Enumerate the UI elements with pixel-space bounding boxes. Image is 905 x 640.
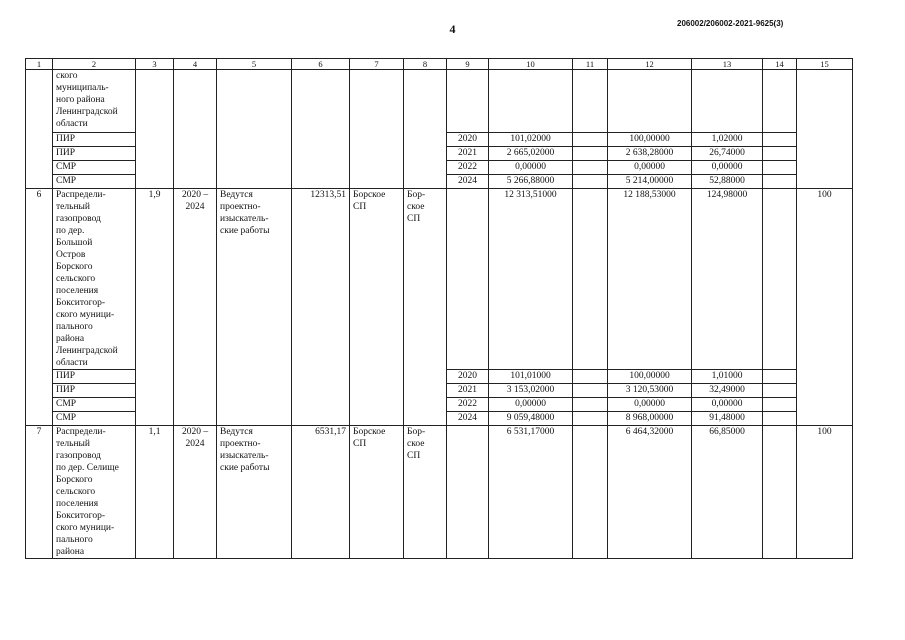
settlement-short: Бор- ское СП <box>404 189 447 426</box>
amount-local: 124,98000 <box>692 189 763 370</box>
col-header: 4 <box>174 59 217 70</box>
amount-regional: 2 638,28000 <box>608 147 692 161</box>
year: 2021 <box>447 147 489 161</box>
amount-regional: 100,00000 <box>608 133 692 147</box>
amount-local: 0,00000 <box>692 398 763 412</box>
table-row <box>26 426 853 559</box>
settlement: Борское СП <box>350 426 404 559</box>
year: 2024 <box>447 412 489 426</box>
work-type: СМР <box>53 175 136 189</box>
table-row <box>26 70 853 133</box>
length-km: 1,9 <box>136 189 174 426</box>
object-name: Распредели- тельный газопровод по дер. Большой Остров Борского сельского поселения Бокситогор- ского муници- пального района Ленинградской области <box>53 189 136 370</box>
settlement: Борское СП <box>350 189 404 426</box>
amount-total: 3 153,02000 <box>489 384 573 398</box>
amount-regional: 100,00000 <box>608 370 692 384</box>
year: 2022 <box>447 398 489 412</box>
work-type: СМР <box>53 398 136 412</box>
row-number: 6 <box>26 189 53 426</box>
work-type: ПИР <box>53 370 136 384</box>
col-header: 11 <box>573 59 608 70</box>
work-type: ПИР <box>53 133 136 147</box>
amount-local: 91,48000 <box>692 412 763 426</box>
work-type: ПИР <box>53 384 136 398</box>
status: Ведутся проектно- изыскатель- ские работы <box>217 189 292 426</box>
object-name: Распредели- тельный газопровод по дер. Селище Борского сельского поселения Бокситогор- ского муници- пального района <box>53 426 136 559</box>
amount-total: 2 665,02000 <box>489 147 573 161</box>
col-header: 9 <box>447 59 489 70</box>
amount-regional: 12 188,53000 <box>608 189 692 370</box>
object-name: ского муниципаль- ного района Ленинградской области <box>53 70 136 133</box>
col-header: 3 <box>136 59 174 70</box>
work-type: ПИР <box>53 147 136 161</box>
amount-local: 66,85000 <box>692 426 763 559</box>
amount-regional: 3 120,53000 <box>608 384 692 398</box>
percent: 100 <box>797 189 853 426</box>
amount-total: 101,01000 <box>489 370 573 384</box>
year: 2020 <box>447 370 489 384</box>
row-number: 7 <box>26 426 53 559</box>
col-header: 12 <box>608 59 692 70</box>
amount-total: 0,00000 <box>489 161 573 175</box>
amount-total: 0,00000 <box>489 398 573 412</box>
amount-local: 52,88000 <box>692 175 763 189</box>
amount-regional: 6 464,32000 <box>608 426 692 559</box>
amount-regional: 8 968,00000 <box>608 412 692 426</box>
col-header: 10 <box>489 59 573 70</box>
period: 2020 – 2024 <box>174 189 217 426</box>
length-km: 1,1 <box>136 426 174 559</box>
settlement-short: Бор- ское СП <box>404 426 447 559</box>
estimated-cost: 6531,17 <box>292 426 350 559</box>
col-header: 1 <box>26 59 53 70</box>
amount-regional: 0,00000 <box>608 161 692 175</box>
amount-regional: 5 214,00000 <box>608 175 692 189</box>
year: 2022 <box>447 161 489 175</box>
amount-local: 1,02000 <box>692 133 763 147</box>
table-row <box>26 189 853 370</box>
col-header: 5 <box>217 59 292 70</box>
col-header: 15 <box>797 59 853 70</box>
work-type: СМР <box>53 412 136 426</box>
work-type: СМР <box>53 161 136 175</box>
page-number: 4 <box>449 22 456 36</box>
amount-regional: 0,00000 <box>608 398 692 412</box>
amount-local: 26,74000 <box>692 147 763 161</box>
amount-local: 1,01000 <box>692 370 763 384</box>
status: Ведутся проектно- изыскатель- ские работы <box>217 426 292 559</box>
amount-total: 101,02000 <box>489 133 573 147</box>
amount-total: 6 531,17000 <box>489 426 573 559</box>
period: 2020 – 2024 <box>174 426 217 559</box>
col-header: 6 <box>292 59 350 70</box>
amount-local: 0,00000 <box>692 161 763 175</box>
document-id: 206002/206002-2021-9625(3) <box>677 19 784 28</box>
percent: 100 <box>797 426 853 559</box>
registry-table <box>25 58 853 559</box>
col-header: 7 <box>350 59 404 70</box>
year: 2020 <box>447 133 489 147</box>
amount-total: 5 266,88000 <box>489 175 573 189</box>
estimated-cost: 12313,51 <box>292 189 350 426</box>
col-header: 8 <box>404 59 447 70</box>
amount-total: 12 313,51000 <box>489 189 573 370</box>
year: 2024 <box>447 175 489 189</box>
col-header: 14 <box>763 59 797 70</box>
amount-local: 32,49000 <box>692 384 763 398</box>
amount-total: 9 059,48000 <box>489 412 573 426</box>
year: 2021 <box>447 384 489 398</box>
header-row <box>26 59 853 70</box>
col-header: 13 <box>692 59 763 70</box>
col-header: 2 <box>53 59 136 70</box>
